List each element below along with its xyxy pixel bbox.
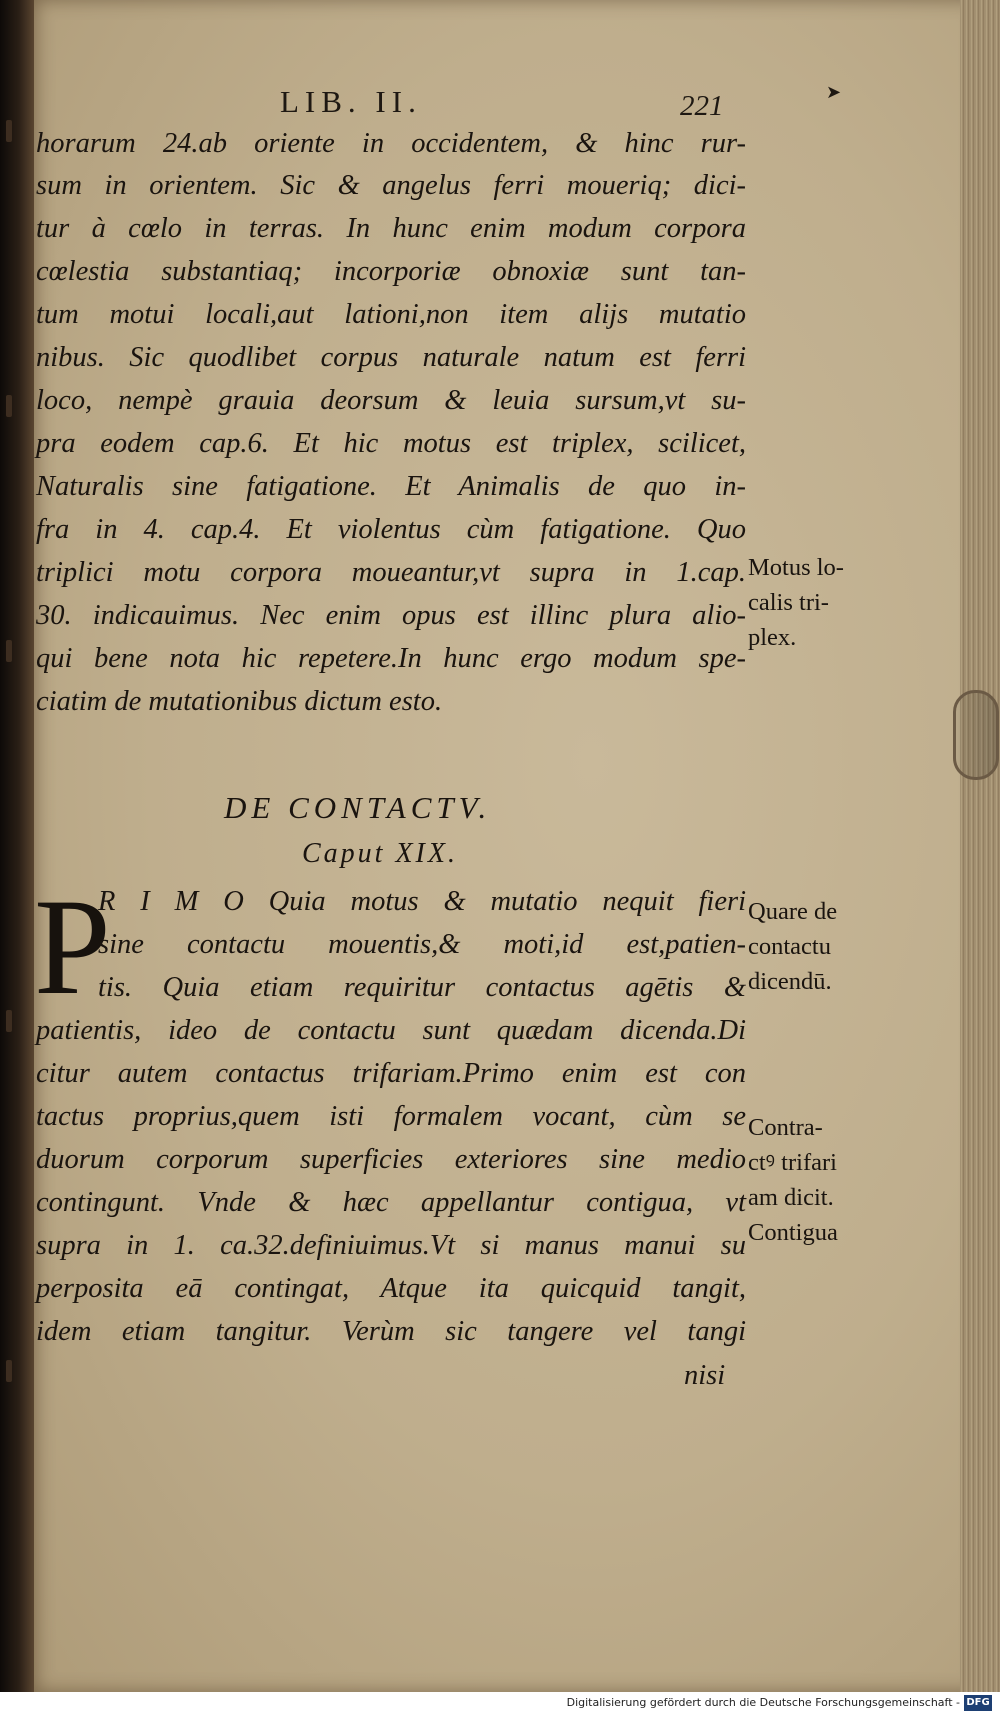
stitch-mark bbox=[6, 395, 12, 417]
text-line: contingunt. Vnde & hæc appellantur contigua, vt bbox=[36, 1187, 746, 1218]
text-line: patientis, ideo de contactu sunt quædam dicenda.Di bbox=[36, 1015, 746, 1046]
text-line: triplici motu corpora moueantur,vt supra in 1.cap. bbox=[36, 557, 746, 588]
margin-note-line: Quare de bbox=[748, 898, 838, 925]
stitch-mark bbox=[6, 120, 12, 142]
text-line: nibus. Sic quodlibet corpus naturale natum est ferri bbox=[36, 342, 746, 373]
margin-note-line: contactu bbox=[748, 933, 831, 960]
text-line: 30. indicauimus. Nec enim opus est illinc plura alio- bbox=[36, 600, 746, 631]
text-line: cœlestia substantiaq; incorporiæ obnoxiæ sunt tan- bbox=[36, 256, 746, 287]
margin-note-line: Contigua bbox=[748, 1219, 838, 1246]
text-line: fra in 4. cap.4. Et violentus cùm fatigatione. Quo bbox=[36, 514, 746, 545]
text-line: tur à cœlo in terras. In hunc enim modum corpora bbox=[36, 213, 746, 244]
dfg-logo: DFG bbox=[964, 1695, 992, 1711]
text-line: ciatim de mutationibus dictum esto. bbox=[36, 686, 443, 717]
margin-note-motus bbox=[748, 550, 898, 655]
binding-stitches bbox=[0, 0, 26, 1692]
text-line: idem etiam tangitur. Verùm sic tangere vel tangi bbox=[36, 1316, 746, 1347]
text-line: qui bene nota hic repetere.In hunc ergo modum spe- bbox=[36, 643, 746, 674]
text-line: supra in 1. ca.32.definiuimus.Vt si manus manui su bbox=[36, 1230, 746, 1261]
chapter-title: DE CONTACTV. bbox=[224, 790, 492, 825]
text-line: R I M O Quia motus & mutatio nequit fieri bbox=[98, 886, 746, 917]
catchword: nisi bbox=[684, 1360, 726, 1391]
margin-note-line: am dicit. bbox=[748, 1184, 834, 1211]
margin-note-line: dicendū. bbox=[748, 968, 832, 995]
margin-note-line: Contra- bbox=[748, 1114, 823, 1141]
text-line: citur autem contactus trifariam.Primo enim est con bbox=[36, 1058, 746, 1089]
margin-note-line: calis tri- bbox=[748, 589, 829, 616]
credit-bar bbox=[0, 1692, 1000, 1715]
text-line: pra eodem cap.6. Et hic motus est triplex, scilicet, bbox=[36, 428, 746, 459]
book-page bbox=[26, 0, 968, 1692]
margin-note-line: Motus lo- bbox=[748, 554, 844, 581]
stitch-mark bbox=[6, 1010, 12, 1032]
chapter-subtitle: Caput XIX. bbox=[302, 838, 458, 869]
stitch-mark bbox=[6, 1360, 12, 1382]
corner-arrow-icon: ➤ bbox=[826, 82, 842, 103]
margin-note-line: plex. bbox=[748, 624, 797, 651]
text-line: sum in orientem. Sic & angelus ferri moueriq; dici- bbox=[36, 170, 746, 201]
text-line: Naturalis sine fatigatione. Et Animalis de quo in- bbox=[36, 471, 746, 502]
drop-cap-letter: P bbox=[34, 870, 111, 1023]
funding-credit: Digitalisierung gefördert durch die Deutsche Forschungsgemeinschaft - bbox=[566, 1696, 960, 1709]
text-line: horarum 24.ab oriente in occidentem, & hinc rur- bbox=[36, 128, 746, 159]
text-line: tis. Quia etiam requiritur contactus agētis & bbox=[98, 972, 746, 1003]
margin-note-line: ctꝰ trifari bbox=[748, 1149, 837, 1176]
text-line: loco, nempè grauia deorsum & leuia sursum,vt su- bbox=[36, 385, 746, 416]
text-line: tum motui locali,aut lationi,non item alijs mutatio bbox=[36, 299, 746, 330]
page-clip bbox=[953, 690, 999, 780]
running-title: LIB. II. bbox=[280, 84, 422, 119]
margin-note-quare bbox=[748, 894, 898, 999]
text-line: tactus proprius,quem isti formalem vocant, cùm se bbox=[36, 1101, 746, 1132]
stitch-mark bbox=[6, 640, 12, 662]
page-number: 221 bbox=[680, 90, 724, 122]
margin-note-contactus bbox=[748, 1110, 898, 1250]
text-line: sine contactu mouentis,& moti,id est,patien- bbox=[98, 929, 746, 960]
text-line: perposita eā contingat, Atque ita quicquid tangit, bbox=[36, 1273, 746, 1304]
text-line: duorum corporum superficies exteriores sine medio bbox=[36, 1144, 746, 1175]
page-edges bbox=[960, 0, 1000, 1692]
